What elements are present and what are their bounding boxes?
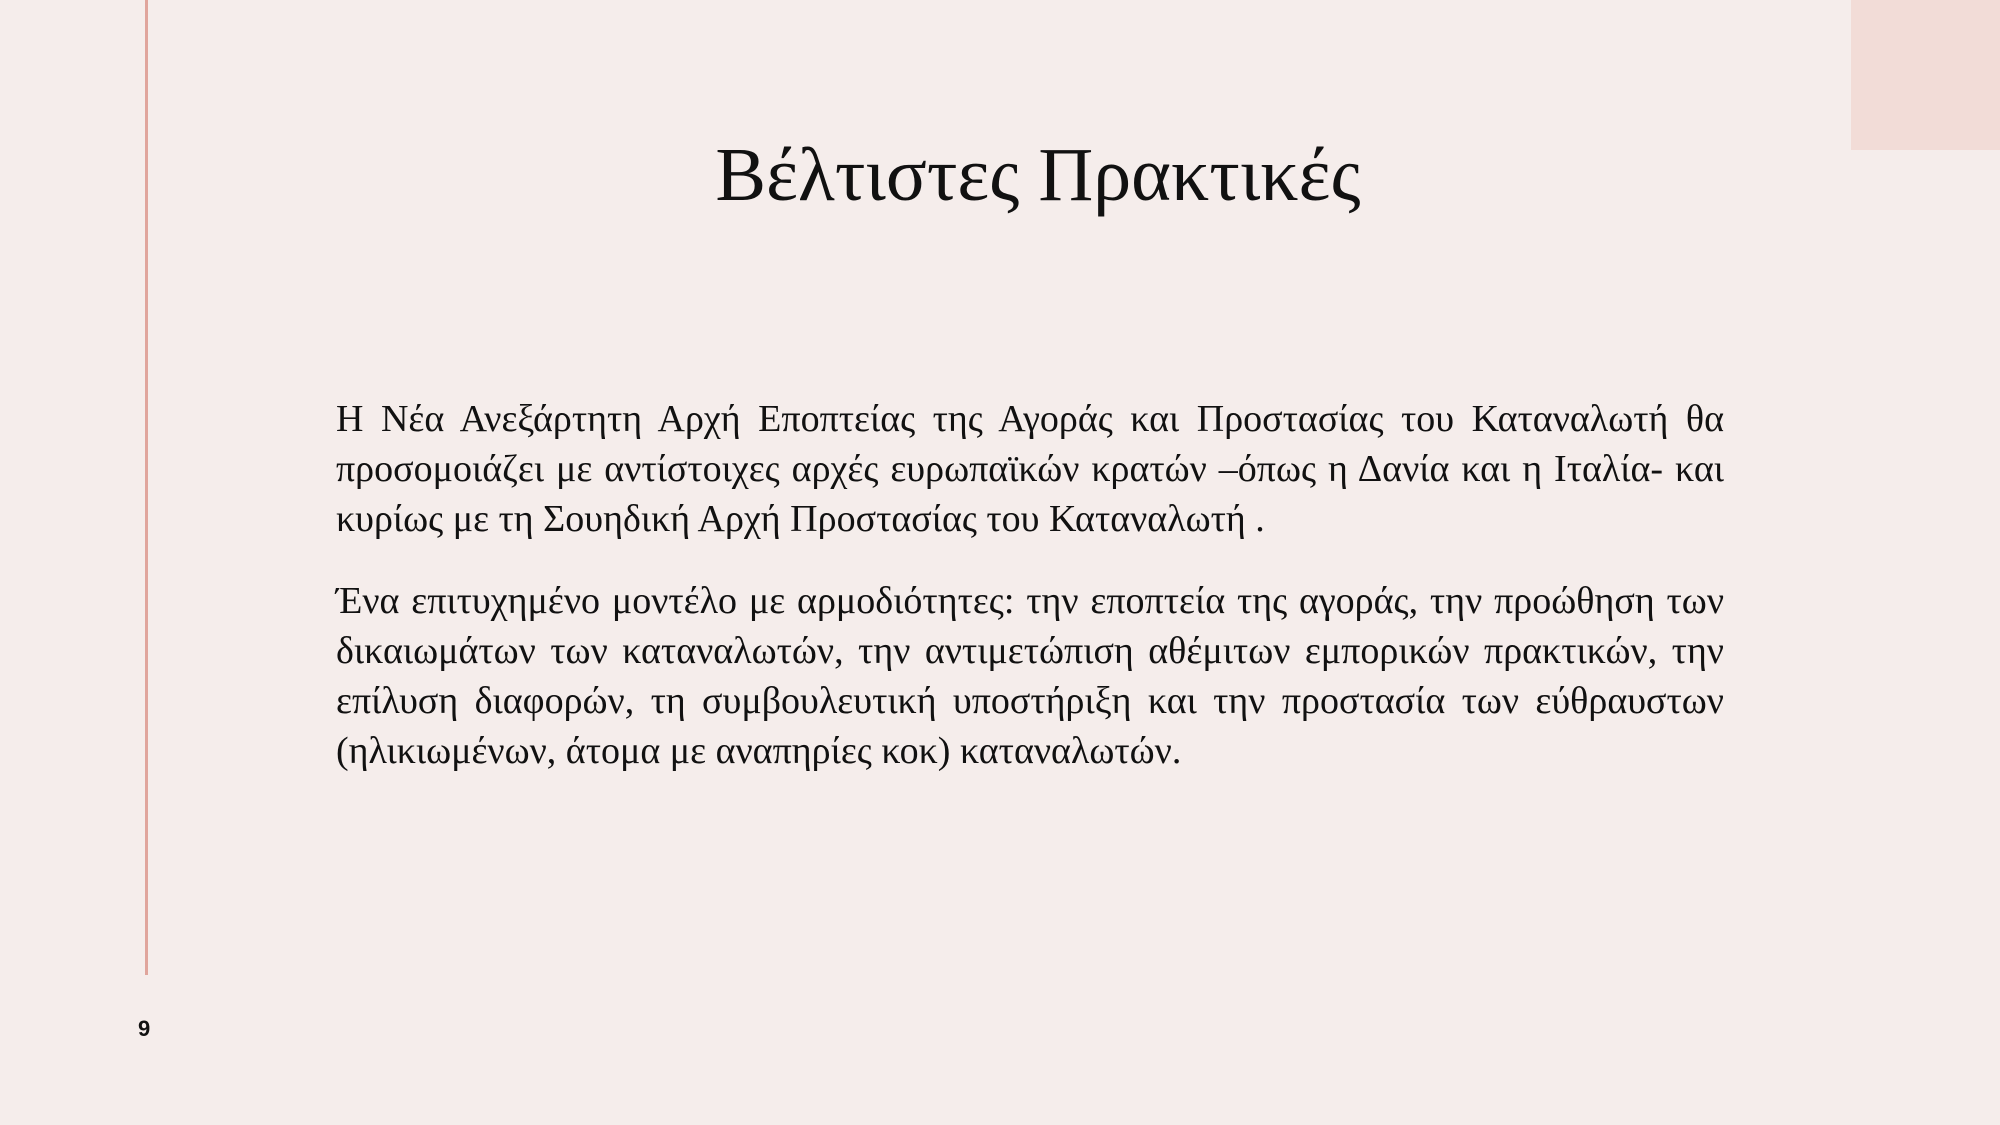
slide-title: Βέλτιστες Πρακτικές <box>715 133 1361 217</box>
paragraph-1: Η Νέα Ανεξάρτητη Αρχή Εποπτείας της Αγοράς και Προστασίας του Καταναλωτή θα προσομοιάζει με αντίστοιχες αρχές ευρωπαϊκών κρατών –όπως η Δανία και η Ιταλία- και κυρίως με τη Σουηδική Αρχή Προστασίας του Καταναλωτή . <box>336 398 1724 540</box>
accent-line <box>145 0 148 975</box>
corner-decoration <box>1851 0 2000 150</box>
paragraph-2: Ένα επιτυχημένο μοντέλο με αρμοδιότητες: την εποπτεία της αγοράς, την προώθηση των δικαιωμάτων των καταναλωτών, την αντιμετώπιση αθέμιτων εμπορικών πρακτικών, την επίλυση διαφορών, τη συμβουλευτική υποστήριξη και την προστασία των εύθραυστων (ηλικιωμένων, άτομα με αναπηρίες κοκ) καταναλωτών. <box>336 580 1724 772</box>
slide-body <box>336 394 1724 808</box>
slide-number: 9 <box>138 1016 151 1041</box>
